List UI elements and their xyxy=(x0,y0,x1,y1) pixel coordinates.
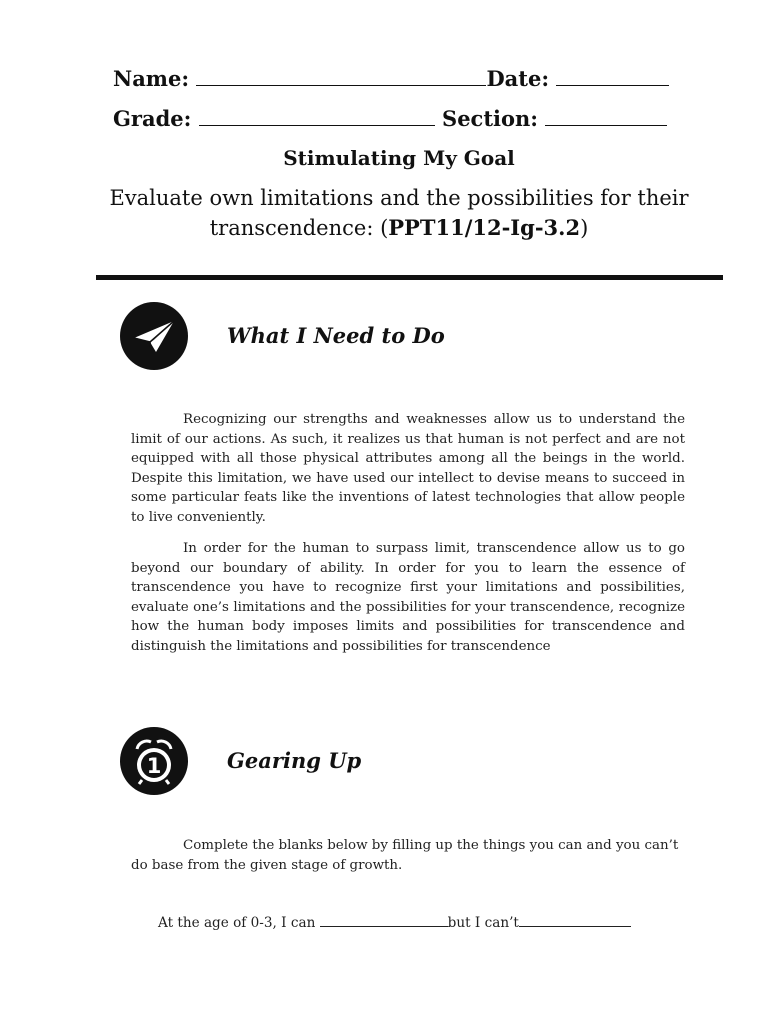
age-line-text: At the age of 0-3, I can xyxy=(158,915,320,931)
objective-text: Evaluate own limitations and the possibilities for their transcendence: ( xyxy=(109,186,689,240)
clock-number: 1 xyxy=(146,754,162,778)
cant-blank[interactable] xyxy=(519,925,631,927)
paragraph-transcendence xyxy=(131,539,685,657)
name-field[interactable] xyxy=(196,84,486,86)
date-field[interactable] xyxy=(556,84,669,86)
grade-label: Grade: xyxy=(113,106,192,131)
date-label: Date: xyxy=(486,66,550,91)
alarm-clock-1-icon xyxy=(120,727,188,795)
divider-rule xyxy=(96,275,723,280)
section-field[interactable] xyxy=(545,124,667,126)
name-label: Name: xyxy=(113,66,190,91)
paragraph-strengths xyxy=(131,410,685,528)
heading-what-i-need-to-do: What I Need to Do xyxy=(227,323,445,348)
age-0-3-line xyxy=(158,915,631,931)
grade-section-row xyxy=(113,106,667,131)
paper-plane-icon xyxy=(120,302,188,370)
objective-close-paren: ) xyxy=(580,216,589,240)
objective-code: PPT11/12-Ig-3.2 xyxy=(388,215,581,240)
name-date-row xyxy=(113,66,669,91)
learning-objective xyxy=(108,183,690,243)
paragraph-text: Recognizing our strengths and weaknesses allow us to understand the limit of our actions. As such, it realizes us that human is not perfect and are not equipped with all those physical attributes among all the beings in the world. Despite this limitation, we have used our intellect to devise means to succeed in some particular feats like the inventions of latest technologies that allow people to live conveniently. xyxy=(131,412,685,525)
heading-gearing-up: Gearing Up xyxy=(227,748,362,773)
can-blank[interactable] xyxy=(320,925,448,927)
age-line-but-text: but I can’t xyxy=(447,915,519,931)
grade-field[interactable] xyxy=(199,124,435,126)
paragraph-text: In order for the human to surpass limit, transcendence allow us to go beyond our boundary of ability. In order for you to learn the essence of transcendence you have to recognize first your limitations and possibilities, evaluate one’s limitations and the possibilities for your transcendence, recognize how the human body imposes limits and possibilities for transcendence and distinguish the limitations and possibilities for transcendence xyxy=(131,541,685,654)
instruction-paragraph xyxy=(131,836,685,875)
instruction-text: Complete the blanks below by filling up the things you can and you can’t do base from the given stage of growth. xyxy=(131,838,679,873)
page-title: Stimulating My Goal xyxy=(283,146,515,170)
section-label: Section: xyxy=(442,106,539,131)
